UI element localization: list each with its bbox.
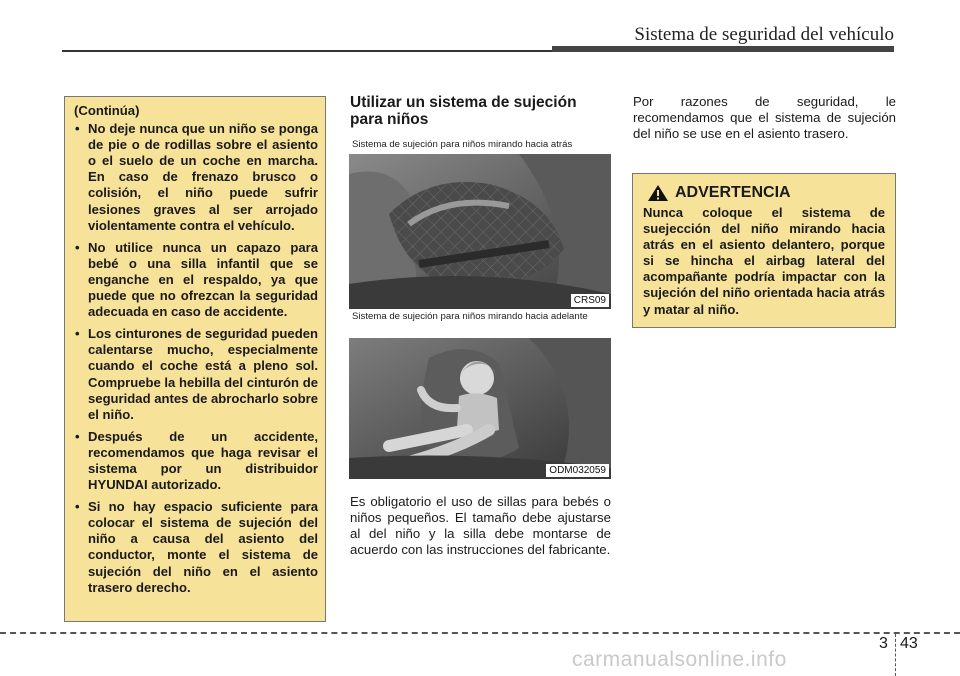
- warning-text: Nunca coloque el sistema de suejección del niño mirando hacia atrás en el asiento delantero, porque si se hincha el airbag lateral del acompañante podría impactar con la sujeción del niño orientada hacia atrás y matar al niño.: [643, 205, 885, 317]
- warning-header: [643, 184, 885, 202]
- page-number: 43: [900, 635, 918, 652]
- warning-triangle-icon: [647, 184, 669, 202]
- forward-facing-seat-figure: [349, 338, 611, 479]
- forward-facing-seat-illustration: [349, 338, 611, 479]
- warning-title: ADVERTENCIA: [675, 184, 791, 201]
- header-rule-accent: [552, 46, 894, 52]
- body-paragraph: Es obligatorio el uso de sillas para bebés o niños pequeños. El tamaño debe ajustarse al del niño y la silla debe montarse de acuerdo con las instrucciones del fabricante.: [350, 494, 611, 558]
- note-item: • Si no hay espacio suficiente para colocar el sistema de sujeción del niño a causa del asiento del conductor, monte el sistema de sujeción del niño en el asiento trasero derecho.: [74, 499, 318, 596]
- rear-facing-seat-figure: [349, 154, 611, 309]
- section-heading: Utilizar un sistema de sujeción para niños: [350, 94, 577, 128]
- watermark: carmanualsonline.info: [572, 648, 787, 671]
- footer-divider: [895, 634, 896, 676]
- continued-note-box: [64, 96, 326, 622]
- warning-box: [632, 173, 896, 328]
- figure1-caption: Sistema de sujeción para niños mirando hacia atrás: [352, 139, 573, 150]
- figure2-caption: Sistema de sujeción para niños mirando hacia adelante: [352, 311, 588, 322]
- continued-label: (Continúa): [74, 103, 140, 118]
- header-title: Sistema de seguridad del vehículo: [634, 24, 894, 45]
- note-item: • Después de un accidente, recomendamos que haga revisar el sistema por un distribuidor HYUNDAI autorizado.: [74, 429, 318, 493]
- note-item: • Los cinturones de seguridad pueden calentarse mucho, especialmente cuando el coche está a pleno sol. Compruebe la hebilla del cinturón de seguridad antes de abrocharlo sobre el niño.: [74, 326, 318, 423]
- figure2-code: ODM032059: [546, 464, 609, 477]
- note-list: [74, 121, 318, 596]
- intro-paragraph: Por razones de seguridad, le recomendamos que el sistema de sujeción del niño se use en el asiento trasero.: [633, 94, 896, 142]
- figure1-code: CRS09: [571, 294, 609, 307]
- note-item: • No utilice nunca un capazo para bebé o una silla infantil que se enganche en el respaldo, ya que puede que no ofrezcan la seguridad adecuada en caso de accidente.: [74, 240, 318, 320]
- chapter-number: 3: [879, 635, 888, 652]
- note-item: • No deje nunca que un niño se ponga de pie o de rodillas sobre el asiento o el suelo de un coche en marcha. En caso de frenazo brusco o colisión, el niño puede sufrir lesiones graves al ser arrojado violentamente contra el vehículo.: [74, 121, 318, 234]
- rear-facing-seat-illustration: [349, 154, 611, 309]
- footer-rule: [0, 632, 960, 634]
- header-rule: [62, 50, 562, 52]
